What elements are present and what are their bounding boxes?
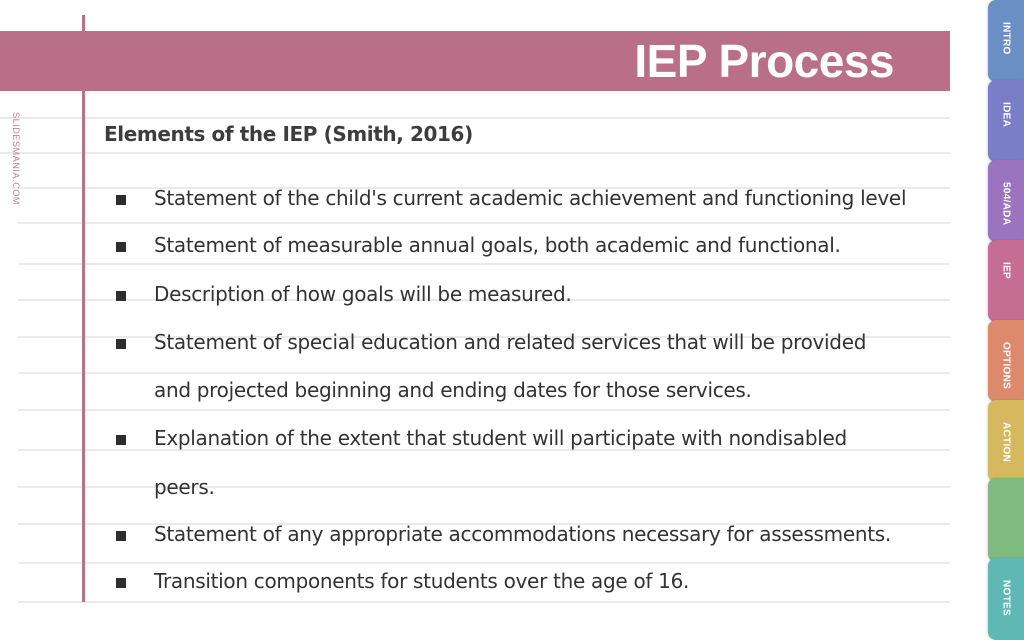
tab-iep[interactable] (988, 240, 1024, 322)
margin-line (82, 15, 85, 602)
bullet-marker (116, 339, 126, 349)
tab-notes[interactable] (988, 558, 1024, 640)
title-banner (0, 31, 950, 91)
tab-label: NOTES (1000, 580, 1012, 616)
tab-options[interactable] (988, 320, 1024, 402)
list-item-text: Description of how goals will be measured. (154, 282, 572, 306)
tab-label: OPTIONS (1000, 342, 1012, 390)
bullet-marker (116, 195, 126, 205)
tab-action[interactable] (988, 400, 1024, 482)
list-item-text: Statement of special education and related services that will be provided (154, 330, 867, 354)
bullet-marker (116, 435, 126, 445)
bullet-marker (116, 291, 126, 301)
section-subtitle: Elements of the IEP (Smith, 2016) (104, 122, 473, 146)
tab-intro[interactable] (988, 0, 1024, 82)
tab-label: INTRO (1000, 22, 1012, 55)
bullet-marker (116, 531, 126, 541)
list-item-text: Statement of any appropriate accommodations necessary for assessments. (154, 522, 891, 546)
list-item-text: Statement of the child's current academic achievement and functioning level (154, 186, 907, 210)
tab-idea[interactable] (988, 80, 1024, 162)
tab-label: ACTION (1000, 422, 1012, 463)
tab-504-ada[interactable] (988, 160, 1024, 242)
tab-label: 504/ADA (1000, 182, 1012, 226)
section-tabs (988, 0, 1024, 640)
bullet-marker (116, 242, 126, 252)
list-item-text: Explanation of the extent that student will participate with nondisabled (154, 426, 847, 450)
list-item-text: Transition components for students over the age of 16. (154, 569, 690, 593)
tab-label: IEP (1000, 262, 1012, 280)
list-item-text: Statement of measurable annual goals, both academic and functional. (154, 233, 841, 257)
bullet-marker (116, 578, 126, 588)
tab-label: IDEA (1000, 102, 1012, 128)
list-item-text-continued: and projected beginning and ending dates for those services. (154, 378, 752, 402)
watermark: SLIDESMANIA.COM (11, 112, 21, 206)
tab-blank[interactable] (988, 478, 1024, 562)
list-item-text-continued: peers. (154, 475, 215, 499)
page-title: IEP Process (634, 35, 894, 87)
